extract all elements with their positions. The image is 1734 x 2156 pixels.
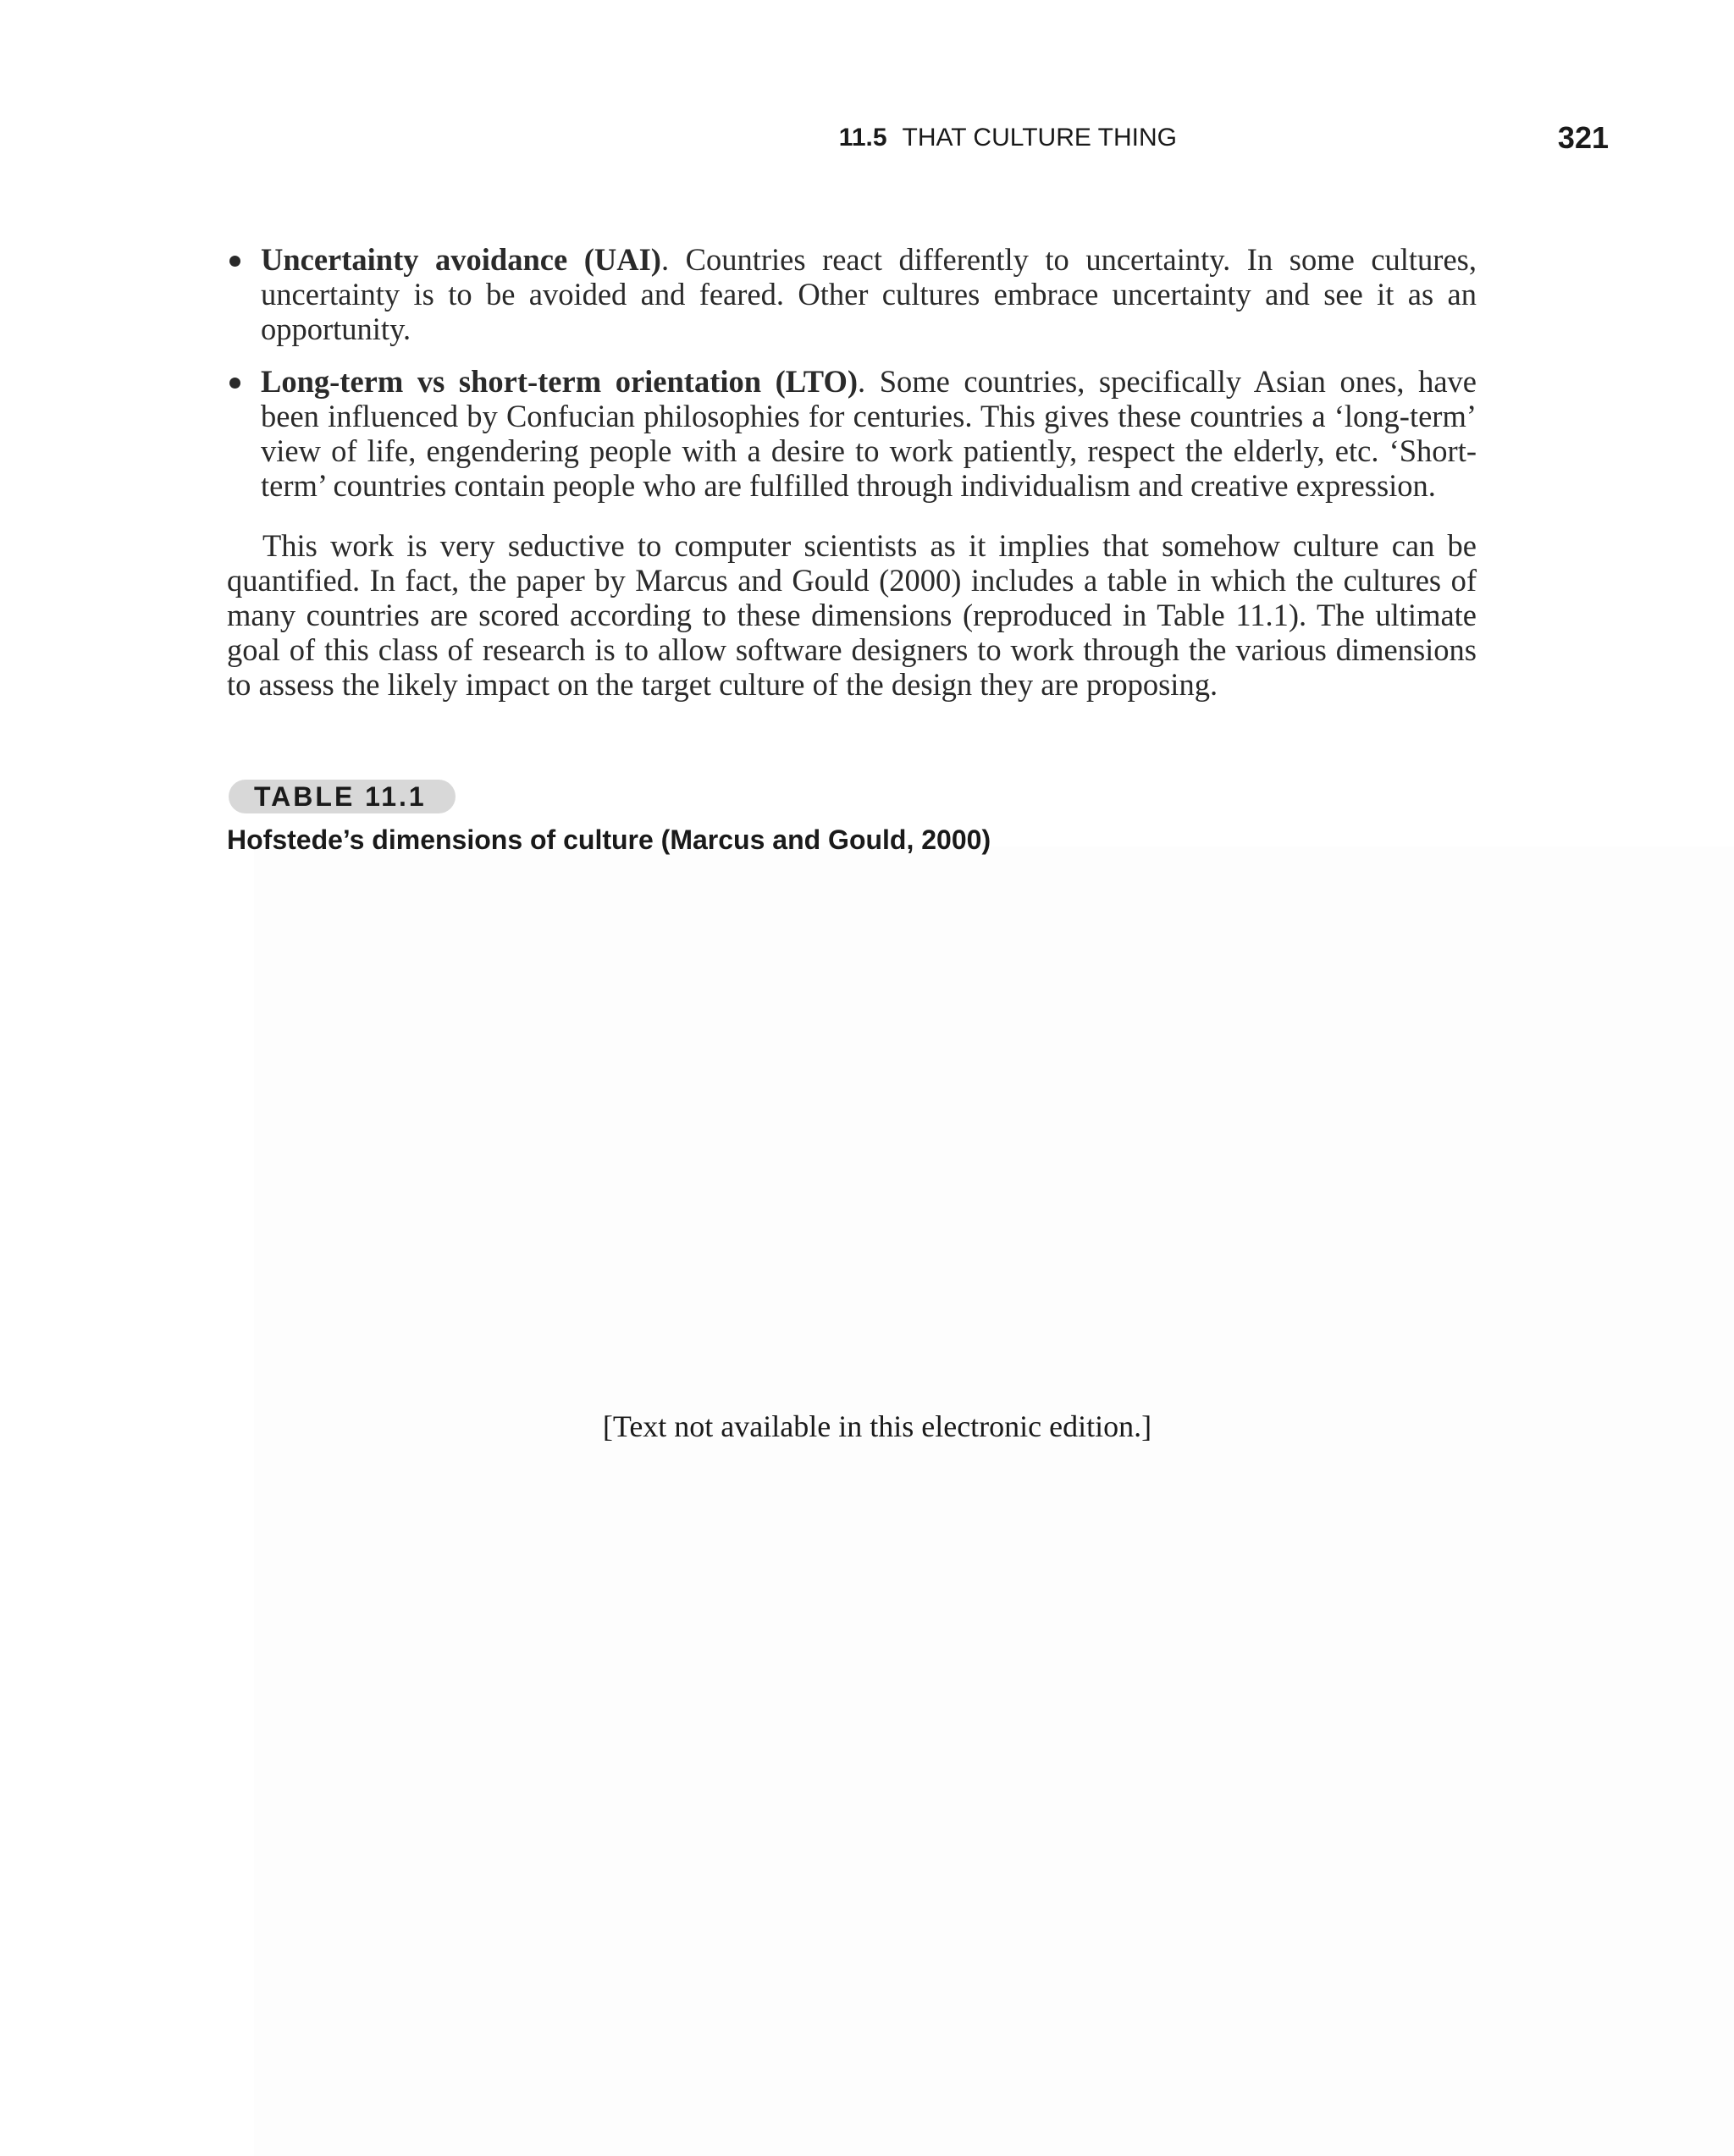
bullet-term: Long-term vs short-term orientation (LTO) [261, 364, 858, 399]
section-title: THAT CULTURE THING [902, 124, 1177, 152]
bullet-item-lto [227, 364, 1477, 503]
bullet-icon [229, 378, 240, 389]
body-paragraph: This work is very seductive to computer scientists as it implies that somehow culture can be quantified. In fact, the paper by Marcus and Gould (2000) includes a table in which the cultures of many countries are scored according to these dimensions (reproduced in Table 11.1). The ultimate goal of this class of research is to allow software designers to work through the various dimensions to assess the likely impact on the target culture of the design they are proposing. [227, 528, 1477, 702]
main-content [227, 242, 1477, 702]
section-heading [839, 124, 1177, 152]
section-number: 11.5 [838, 124, 887, 152]
table-caption: Hofstede’s dimensions of culture (Marcus and Gould, 2000) [227, 824, 991, 855]
page-number: 321 [1557, 120, 1609, 155]
unavailable-notice: [Text not available in this electronic edition.] [602, 1409, 1152, 1443]
table-label: TABLE 11.1 [229, 780, 456, 813]
bullet-icon [229, 256, 240, 267]
bullet-term: Uncertainty avoidance (UAI) [261, 242, 661, 277]
bullet-text: . Countries react differently to uncertainty. In some cultures, uncertainty is to be avoided and feared. Other cultures embrace uncertainty and see it as an opportunity. [261, 242, 1477, 346]
page-background [254, 846, 1734, 2156]
bullet-text: . Some countries, specifically Asian ones, have been influenced by Confucian philosophies for centuries. This gives these countries a ‘long-term’ view of life, engendering people with a desire to work patiently, respect the elderly, etc. ‘Short-term’ countries contain people who are fulfilled through individualism and creative expression. [261, 364, 1477, 503]
bullet-list [227, 242, 1477, 503]
bullet-item-uai [227, 242, 1477, 346]
running-head [838, 120, 1609, 157]
